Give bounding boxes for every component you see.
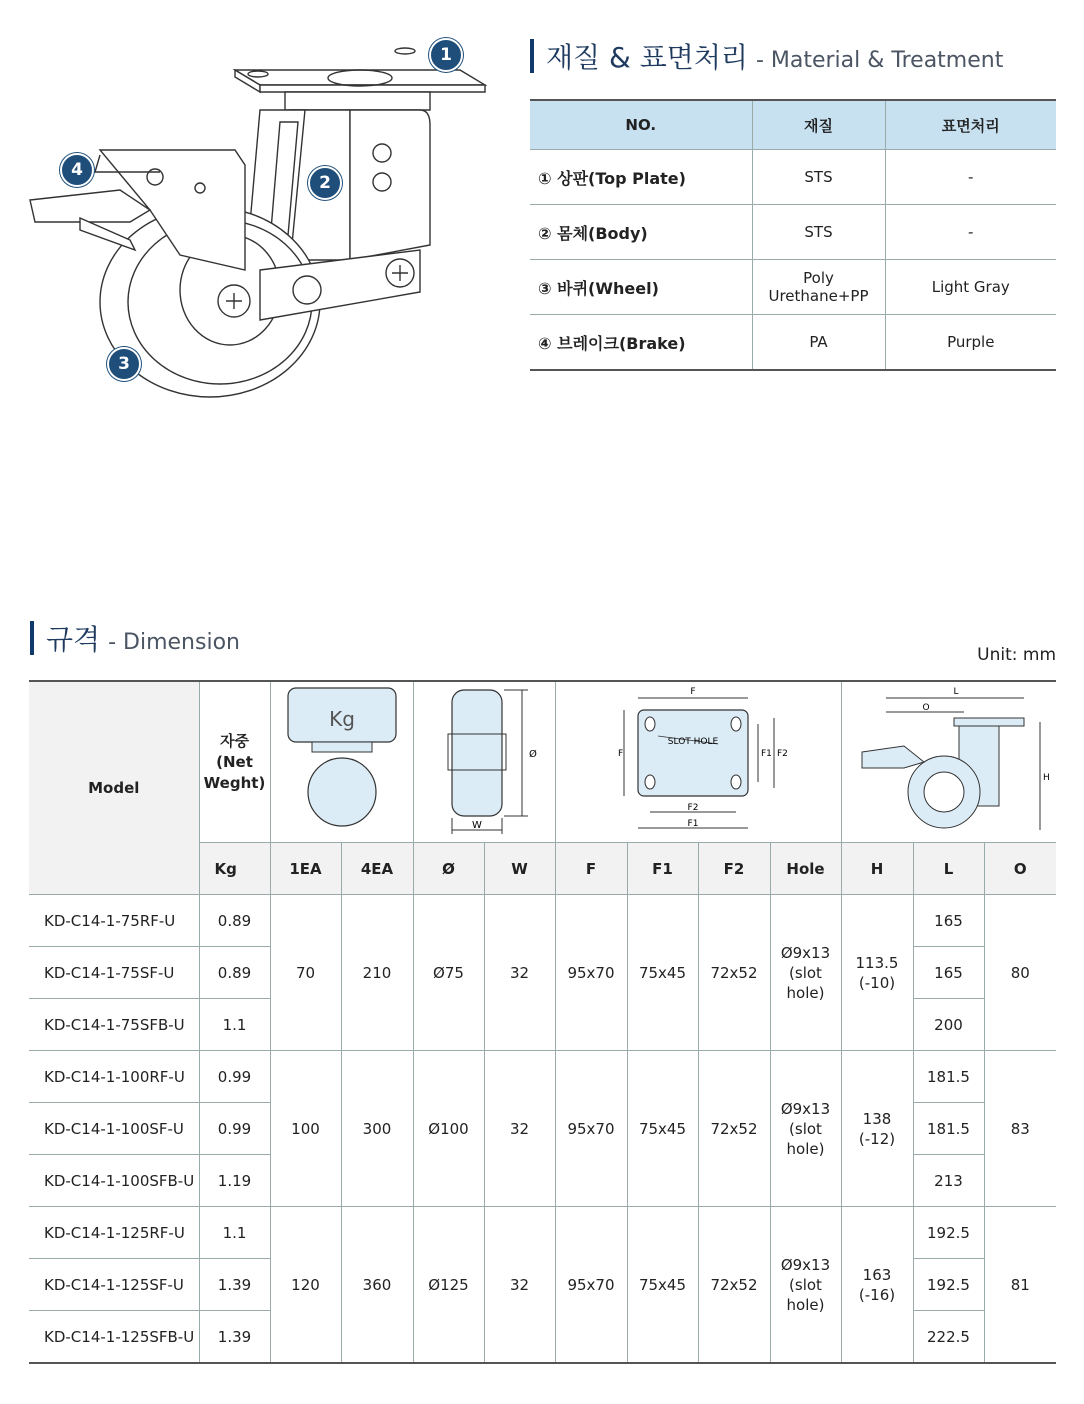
sub-header: Hole <box>770 843 841 895</box>
plate-diagram-svg <box>558 682 838 838</box>
material-title-en: - Material & Treatment <box>755 48 1004 73</box>
header-no: NO. <box>530 100 752 150</box>
kg-cell: 1.19 <box>199 1155 270 1207</box>
material-header-row <box>530 100 1056 150</box>
w-label: W <box>472 820 482 831</box>
f2-cell: 72x52 <box>698 895 770 1051</box>
sub-header: H <box>841 843 913 895</box>
load-4ea-cell: 210 <box>341 895 413 1051</box>
load-diagram <box>270 681 413 843</box>
load-1ea-cell: 70 <box>270 895 341 1051</box>
l-cell: 192.5 <box>913 1259 984 1311</box>
side-diagram-svg <box>844 682 1054 838</box>
kg-cell: 0.89 <box>199 947 270 999</box>
o-cell: 83 <box>984 1051 1056 1207</box>
table-row <box>530 315 1056 371</box>
side-diagram <box>841 681 1056 843</box>
model-cell: KD-C14-1-75RF-U <box>29 895 199 947</box>
l-cell: 181.5 <box>913 1051 984 1103</box>
part-name: ③ 바퀴(Wheel) <box>530 260 752 315</box>
w-cell: 32 <box>484 1207 555 1364</box>
sub-header: 4EA <box>341 843 413 895</box>
table-row <box>29 1051 1056 1103</box>
model-header: Model <box>29 681 199 895</box>
header-treatment: 표면처리 <box>885 100 1056 150</box>
dia-cell: Ø125 <box>413 1207 484 1364</box>
hole-cell: Ø9x13 (slot hole) <box>770 1051 841 1207</box>
weight-header: 자중 (Net Weght) <box>199 681 270 843</box>
model-cell: KD-C14-1-125SF-U <box>29 1259 199 1311</box>
wheel-diagram-svg <box>414 682 554 838</box>
badge-wheel: 3 <box>107 347 141 381</box>
kg-cell: 1.39 <box>199 1311 270 1364</box>
dimension-title-en: - Dimension <box>108 630 240 655</box>
sub-header: Kg <box>199 843 270 895</box>
w-cell: 32 <box>484 1051 555 1207</box>
part-material: PA <box>752 315 885 371</box>
caster-illustration <box>20 30 500 410</box>
slot-hole-label: SLOT HOLE <box>667 737 719 747</box>
kg-cell: 1.1 <box>199 999 270 1051</box>
badge-brake: 4 <box>60 153 94 187</box>
model-cell: KD-C14-1-125RF-U <box>29 1207 199 1259</box>
l-cell: 165 <box>913 895 984 947</box>
part-name: ④ 브레이크(Brake) <box>530 315 752 371</box>
part-treatment: - <box>885 150 1056 205</box>
kg-cell: 0.89 <box>199 895 270 947</box>
kg-cell: 1.39 <box>199 1259 270 1311</box>
f-cell: 95x70 <box>555 1207 627 1364</box>
load-4ea-cell: 360 <box>341 1207 413 1364</box>
load-1ea-cell: 120 <box>270 1207 341 1364</box>
f1-label: F1 <box>687 819 699 829</box>
f2-cell: 72x52 <box>698 1207 770 1364</box>
hole-cell: Ø9x13 (slot hole) <box>770 1207 841 1364</box>
part-treatment: - <box>885 205 1056 260</box>
table-row <box>530 205 1056 260</box>
f-label: F <box>690 687 696 697</box>
unit-label: Unit: mm <box>977 645 1056 665</box>
part-name: ② 몸체(Body) <box>530 205 752 260</box>
wheel-diagram <box>413 681 555 843</box>
dia-label: Ø <box>529 749 537 760</box>
f1-cell: 75x45 <box>627 1051 698 1207</box>
title-bar <box>530 39 534 73</box>
kg-cell: 1.1 <box>199 1207 270 1259</box>
kg-cell: 0.99 <box>199 1103 270 1155</box>
header-material: 재질 <box>752 100 885 150</box>
sub-header: O <box>984 843 1056 895</box>
kg-label: Kg <box>328 707 355 731</box>
h-cell: 138 (-12) <box>841 1051 913 1207</box>
o-cell: 80 <box>984 895 1056 1051</box>
kg-cell: 0.99 <box>199 1051 270 1103</box>
f-side-label: F <box>618 749 624 759</box>
table-row <box>29 1207 1056 1259</box>
l-cell: 192.5 <box>913 1207 984 1259</box>
part-material: Poly Urethane+PP <box>752 260 885 315</box>
hole-cell: Ø9x13 (slot hole) <box>770 895 841 1051</box>
f1-cell: 75x45 <box>627 1207 698 1364</box>
f1-cell: 75x45 <box>627 895 698 1051</box>
f2-cell: 72x52 <box>698 1051 770 1207</box>
load-diagram-svg <box>272 682 412 838</box>
l-cell: 213 <box>913 1155 984 1207</box>
material-section-title <box>530 36 1003 76</box>
table-row <box>530 150 1056 205</box>
model-cell: KD-C14-1-125SFB-U <box>29 1311 199 1364</box>
h-label: H <box>1042 773 1050 783</box>
l-cell: 200 <box>913 999 984 1051</box>
part-treatment: Purple <box>885 315 1056 371</box>
model-cell: KD-C14-1-100SFB-U <box>29 1155 199 1207</box>
l-cell: 222.5 <box>913 1311 984 1364</box>
f2-label: F2 <box>687 803 699 813</box>
model-cell: KD-C14-1-75SF-U <box>29 947 199 999</box>
h-cell: 113.5 (-10) <box>841 895 913 1051</box>
part-material: STS <box>752 150 885 205</box>
h-cell: 163 (-16) <box>841 1207 913 1364</box>
load-4ea-cell: 300 <box>341 1051 413 1207</box>
sub-header: F1 <box>627 843 698 895</box>
sub-header: W <box>484 843 555 895</box>
dia-cell: Ø100 <box>413 1051 484 1207</box>
sub-header: L <box>913 843 984 895</box>
dia-cell: Ø75 <box>413 895 484 1051</box>
dimension-section-title <box>30 618 240 658</box>
o-cell: 81 <box>984 1207 1056 1364</box>
load-1ea-cell: 100 <box>270 1051 341 1207</box>
f1-side-label: F1 <box>761 749 772 759</box>
sub-header: F2 <box>698 843 770 895</box>
f2-side-label: F2 <box>777 749 788 759</box>
badge-body: 2 <box>308 166 342 200</box>
part-name: ① 상판(Top Plate) <box>530 150 752 205</box>
caster-drawing <box>20 30 500 410</box>
sub-header: Ø <box>413 843 484 895</box>
o-label: O <box>922 703 930 713</box>
dimension-title-ko: 규격 <box>46 623 101 656</box>
sub-header: F <box>555 843 627 895</box>
w-cell: 32 <box>484 895 555 1051</box>
table-row <box>530 260 1056 315</box>
l-cell: 181.5 <box>913 1103 984 1155</box>
model-cell: KD-C14-1-75SFB-U <box>29 999 199 1051</box>
badge-top-plate: 1 <box>429 38 463 72</box>
plate-diagram <box>555 681 841 843</box>
f-cell: 95x70 <box>555 895 627 1051</box>
material-title-ko: 재질 & 표면처리 <box>546 41 748 74</box>
f-cell: 95x70 <box>555 1051 627 1207</box>
model-cell: KD-C14-1-100SF-U <box>29 1103 199 1155</box>
dimension-table <box>29 680 1056 1364</box>
part-treatment: Light Gray <box>885 260 1056 315</box>
part-material: STS <box>752 205 885 260</box>
diagram-row <box>29 681 1056 843</box>
l-label: L <box>953 687 959 697</box>
l-cell: 165 <box>913 947 984 999</box>
table-row <box>29 895 1056 947</box>
title-bar <box>30 621 34 655</box>
sub-header: 1EA <box>270 843 341 895</box>
model-cell: KD-C14-1-100RF-U <box>29 1051 199 1103</box>
material-table <box>530 99 1056 371</box>
